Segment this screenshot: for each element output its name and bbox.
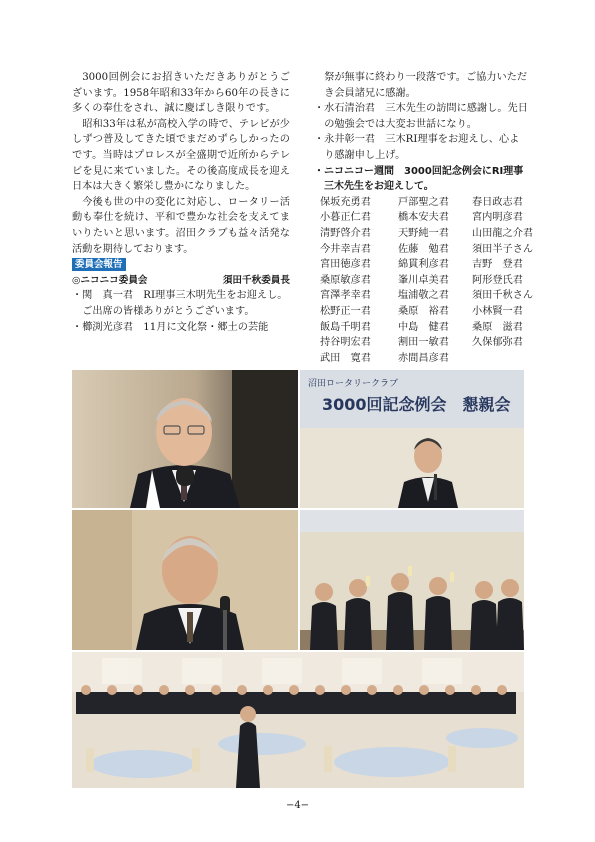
member-name: 久保郁弥君 xyxy=(472,337,523,349)
nikoniko-item-3: ・水石清治君 三木先生の訪問に感謝し。先日の勉強会では大変お世話になり。 xyxy=(314,103,528,130)
speech-paragraph-3: 今後も世の中の変化に対応し、ロータリー活動も奉仕を続け、平和で豊かな社会を支えてまいりたいと思います。沼田クラブも益々活発な活動を期待しております。 xyxy=(72,196,290,255)
member-name: 中島 健君 xyxy=(398,321,449,333)
page-number: −4− xyxy=(285,800,310,811)
member-name: 春日政志君 xyxy=(472,196,523,208)
banner-event-title: 3000回記念例会 懇親会 xyxy=(322,395,511,414)
photo-banner-speaker xyxy=(300,370,524,508)
speech-paragraph-2: 昭和33年は私が高校入学の時で、テレビが少しずつ普及してきた頃でまだめずらしかったのです。当時はプロレスが全盛期で近所からテレビを見に来ていました。その後高度成長を迎え日本は大きく繁栄し豊かになりました。 xyxy=(72,118,290,193)
speech-paragraph-1: 3000回例会にお招きいただきありがとうございます。1958年昭和33年から60年の長きに多くの奉仕をされ、誠に慶ばしき限りです。 xyxy=(72,72,290,115)
member-names-list xyxy=(314,195,534,367)
member-name: 桑原 裕君 xyxy=(398,305,449,317)
photo-speaker-top xyxy=(72,370,298,508)
member-name: 天野純一君 xyxy=(398,227,449,239)
member-name: 小林賢一君 xyxy=(472,305,523,317)
member-name: 須田千秋さん xyxy=(472,290,534,302)
member-name: 綿貫利彦君 xyxy=(398,259,449,271)
committee-name: ◎ニコニコ委員会 xyxy=(72,274,148,286)
nikoniko-continuation: 祭が無事に終わり一段落です。ご協力いただき会員諸兄に感謝。 xyxy=(324,72,528,99)
member-name: 小暮正仁君 xyxy=(320,212,371,224)
member-name xyxy=(472,351,534,367)
nikoniko-item-2: ・櫛渕光彦君 11月に文化祭・郷土の芸能 xyxy=(72,321,269,333)
nikoniko-item-1: ・関 真一君 RI理事三木明先生をお迎えし。ご出席の皆様ありがとうございます。 xyxy=(72,290,288,317)
member-name: 桑原 滋君 xyxy=(472,321,523,333)
left-column xyxy=(72,70,290,335)
member-name: 赤間昌彦君 xyxy=(398,352,449,364)
right-column xyxy=(314,70,534,366)
member-name: 持谷明宏君 xyxy=(320,337,371,349)
member-name: 宮田徳彦君 xyxy=(320,259,371,271)
member-name: 橋本安夫君 xyxy=(398,212,449,224)
photo-toast xyxy=(300,510,524,650)
photo-collage xyxy=(72,370,524,788)
member-name: 飯島千明君 xyxy=(320,321,371,333)
member-name: 宮内明彦君 xyxy=(472,212,523,224)
committee-report-badge: 委員会報告 xyxy=(72,258,126,271)
member-name: 保坂充勇君 xyxy=(320,196,371,208)
member-name: 戸部聖之君 xyxy=(398,196,449,208)
nikoniko-week-item: ・ニコニコー週間 3000回記念例会にRI理事三木先生をお迎えして。 xyxy=(314,165,524,193)
member-name: 今井幸吉君 xyxy=(320,243,371,255)
member-name: 松野正一君 xyxy=(320,305,371,317)
committee-heading xyxy=(72,273,290,289)
member-name: 塩浦敬之君 xyxy=(398,290,449,302)
committee-chair: 須田千秋委員長 xyxy=(222,274,290,286)
member-name: 吉野 登君 xyxy=(472,259,523,271)
member-name: 佐藤 勉君 xyxy=(398,243,449,255)
nikoniko-item-4: ・永井彰一君 三木RI理事をお迎えし、心より感謝申し上げ。 xyxy=(314,134,520,161)
member-name: 阿形登氏君 xyxy=(472,274,523,286)
member-name: 山田龍之介君 xyxy=(472,227,534,239)
member-name: 武田 寛君 xyxy=(320,352,371,364)
banner-club-name: 沼田ロータリークラブ xyxy=(308,379,399,389)
photo-banquet-hall xyxy=(72,652,524,788)
member-name: 清野啓介君 xyxy=(320,227,371,239)
photo-speaker-middle xyxy=(72,510,298,650)
member-name: 割田一敏君 xyxy=(398,337,449,349)
member-name: 峯川卓美君 xyxy=(398,274,449,286)
member-name: 須田半子さん xyxy=(472,243,534,255)
member-name: 宮澤孝幸君 xyxy=(320,290,371,302)
member-name: 桑原敏彦君 xyxy=(320,274,371,286)
